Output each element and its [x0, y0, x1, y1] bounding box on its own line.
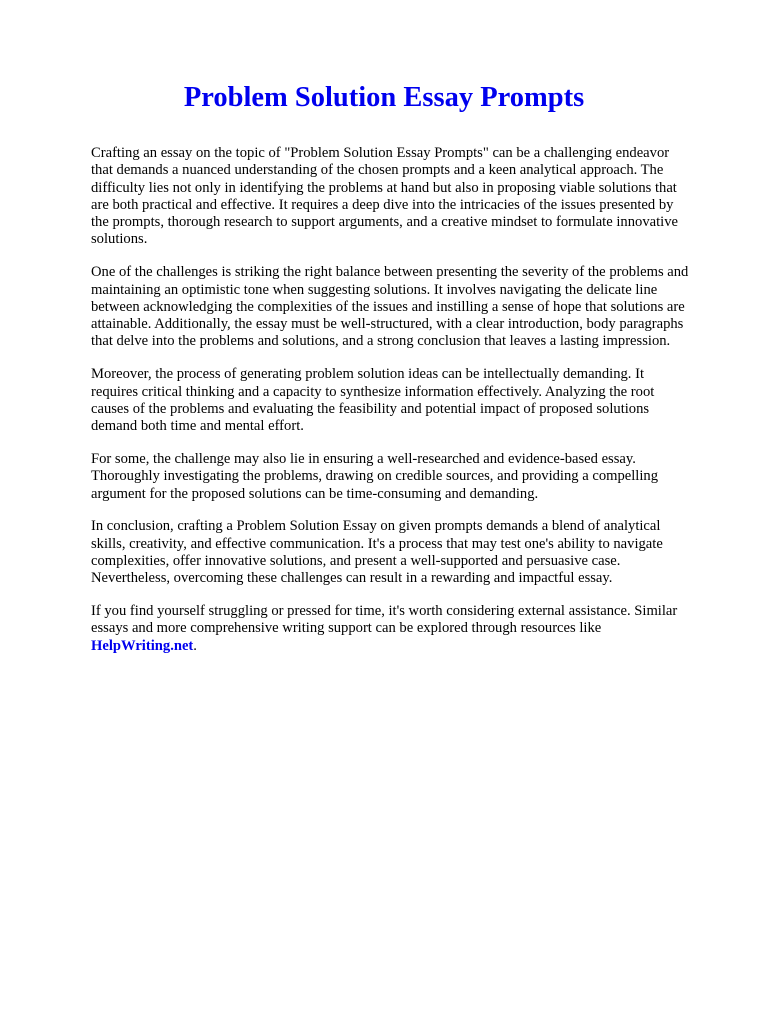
- paragraph-1: Crafting an essay on the topic of "Problem Solution Essay Prompts" can be a challenging endeavor that demands a nuanced understanding of the chosen prompts and a keen analytical approach. The difficulty lies not only in identifying the problems at hand but also in proposing viable solutions that are both practical and effective. It requires a deep dive into the intricacies of the issues presented by the prompts, thorough research to support arguments, and a creative mindset to formulate innovative solutions.: [91, 145, 678, 248]
- document-title: Problem Solution Essay Prompts: [183, 82, 585, 113]
- paragraph-6-text: If you find yourself struggling or pressed for time, it's worth considering external assistance. Similar essays and more comprehensive writing support can be explored through resources like: [91, 603, 678, 637]
- paragraph-6-period: .: [193, 637, 197, 654]
- document-body: [91, 145, 691, 670]
- paragraph-4: For some, the challenge may also lie in ensuring a well-researched and evidence-based essay. Thoroughly investigating the problems, drawing on credible sources, and providing a compelling argument for the proposed solutions can be time-consuming and demanding.: [91, 450, 659, 502]
- paragraph-6: [91, 603, 691, 655]
- paragraph-2: One of the challenges is striking the right balance between presenting the severity of the problems and maintaining an optimistic tone when suggesting solutions. It involves navigating the delicate line between acknowledging the complexities of the issues and instilling a sense of hope that solutions are attainable. Additionally, the essay must be well-structured, with a clear introduction, body paragraphs that delve into the problems and solutions, and a strong conclusion that leaves a lasting impression.: [91, 264, 689, 350]
- helpwriting-link[interactable]: HelpWriting.net: [91, 637, 194, 654]
- paragraph-3: Moreover, the process of generating problem solution ideas can be intellectually demanding. It requires critical thinking and a capacity to synthesize information effectively. Analyzing the root causes of the problems and evaluating the feasibility and potential impact of proposed solutions demand both time and mental effort.: [91, 366, 655, 435]
- paragraph-5: In conclusion, crafting a Problem Solution Essay on given prompts demands a blend of analytical skills, creativity, and effective communication. It's a process that may test one's ability to navigate complexities, offer innovative solutions, and present a well-supported and persuasive case. Nevertheless, overcoming these challenges can result in a rewarding and impactful essay.: [91, 518, 663, 587]
